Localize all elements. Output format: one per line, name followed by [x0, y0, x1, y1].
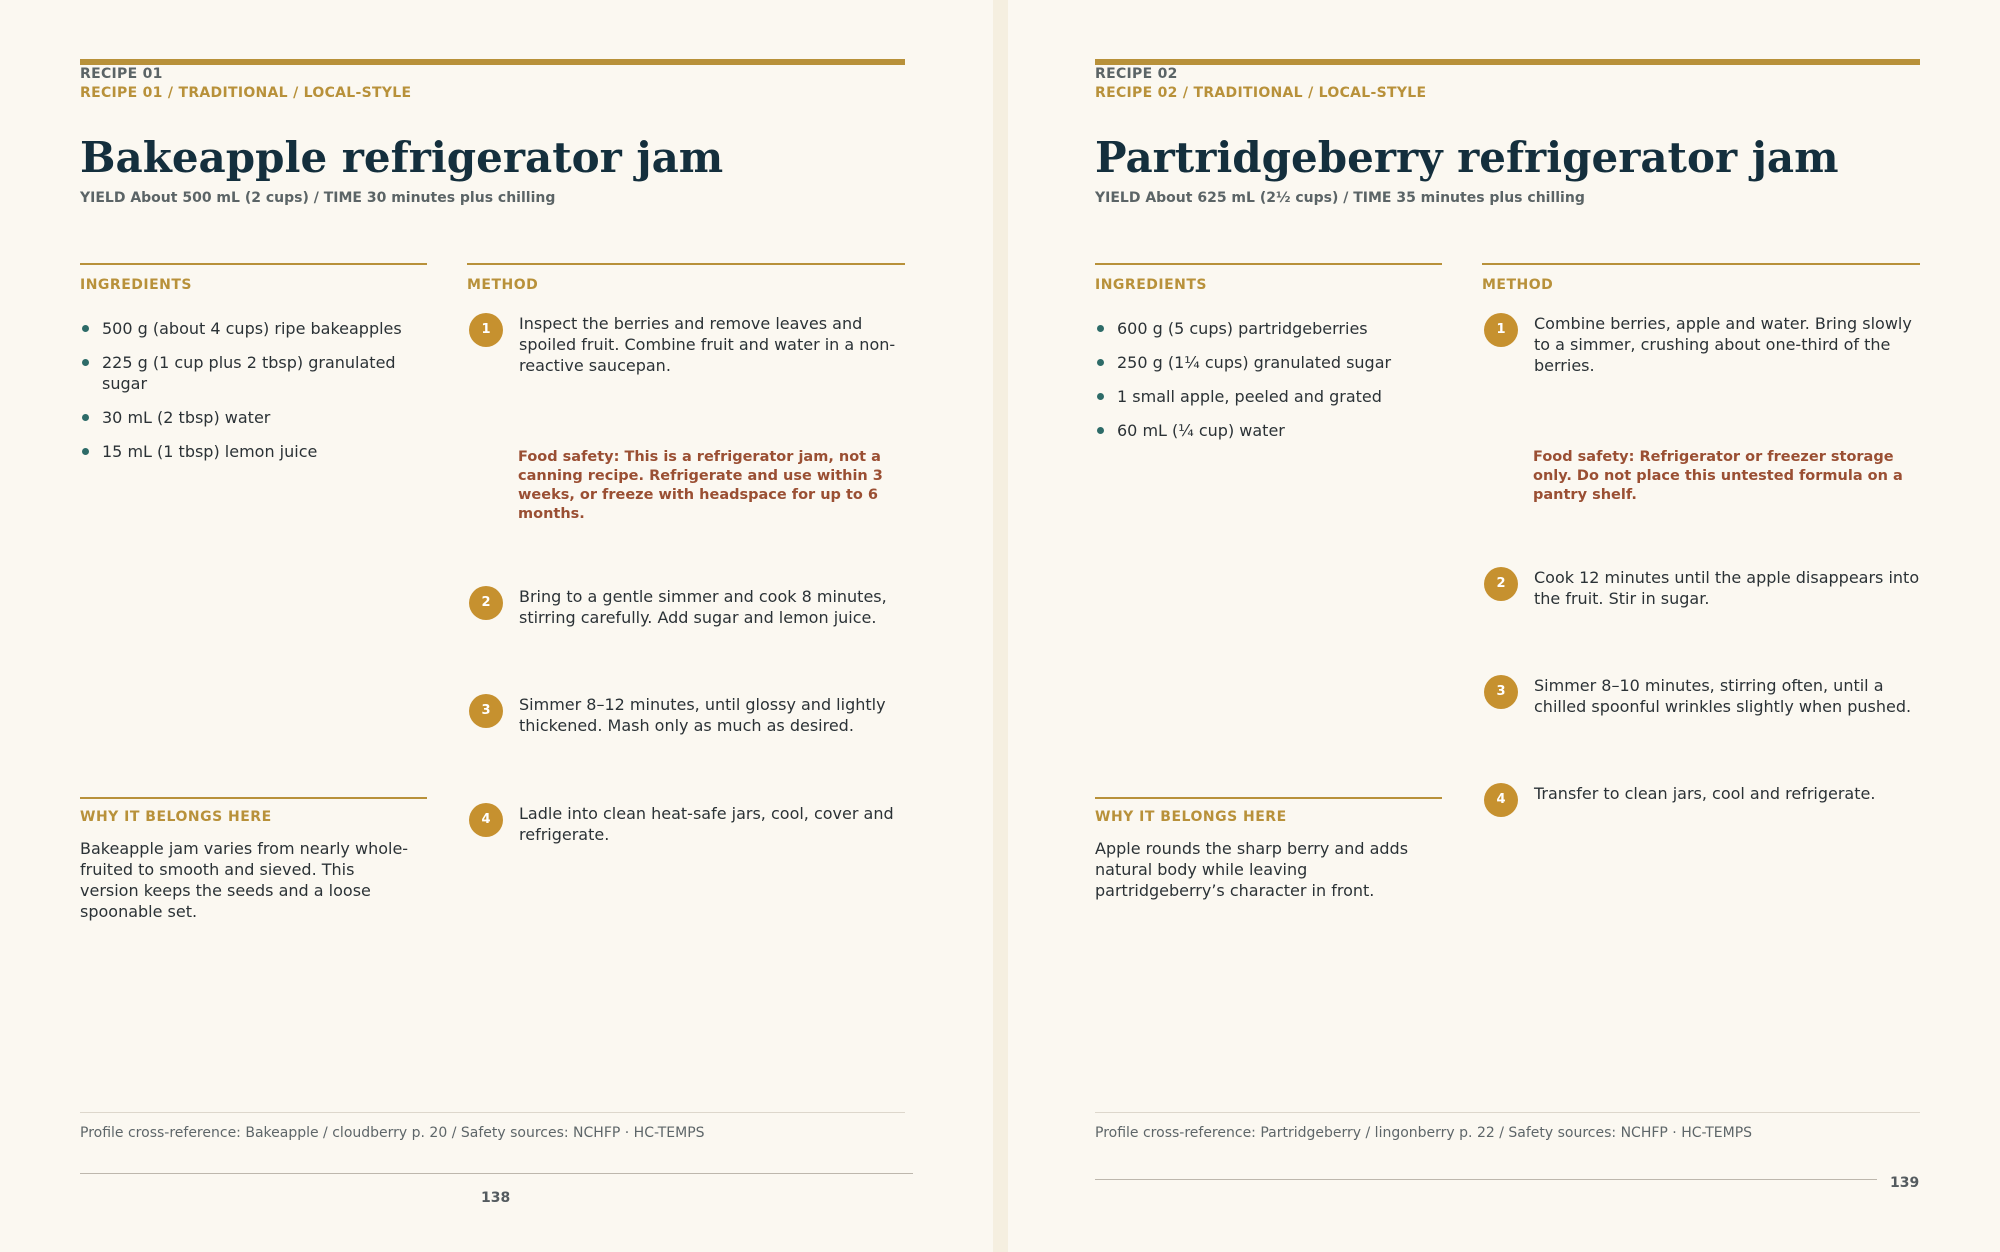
ingredients-rule	[80, 263, 427, 265]
why-heading: WHY IT BELONGS HERE	[1095, 809, 1287, 825]
recipe-series-label: RECIPE 01 / TRADITIONAL / LOCAL-STYLE	[80, 85, 412, 101]
bullet-icon	[82, 448, 89, 455]
method-rule	[1482, 263, 1920, 265]
food-safety-note: Food safety: Refrigerator or freezer storage only. Do not place this untested formula on a pantry shelf.	[1533, 449, 1903, 503]
step-number-badge: 4	[1484, 783, 1518, 817]
step-text: Combine berries, apple and water. Bring slowly to a simmer, crushing about one-third of the berries.	[1534, 314, 1912, 375]
bullet-icon	[1097, 393, 1104, 400]
ingredient-item: 250 g (1¼ cups) granulated sugar	[1095, 352, 1440, 373]
bullet-icon	[82, 325, 89, 332]
recipe-yield: YIELD About 625 mL (2½ cups) / TIME 35 minutes plus chilling	[1095, 190, 1585, 206]
page-number: 139	[1890, 1175, 1920, 1191]
method-heading: METHOD	[1482, 277, 1554, 293]
bullet-icon	[1097, 427, 1104, 434]
recipe-kicker: RECIPE 01	[80, 66, 163, 82]
bullet-icon	[1097, 359, 1104, 366]
footer-rule	[80, 1173, 913, 1174]
step-text: Transfer to clean jars, cool and refrigerate.	[1534, 784, 1876, 803]
ingredients-heading: INGREDIENTS	[1095, 277, 1208, 293]
footer-rule	[1095, 1179, 1877, 1180]
food-safety-note: Food safety: This is a refrigerator jam, not a canning recipe. Refrigerate and use within 3 weeks, or freeze with headspace for up to 6 months.	[518, 449, 883, 522]
method-rule	[467, 263, 905, 265]
step-number-badge: 4	[469, 803, 503, 837]
left-page	[0, 0, 993, 1252]
ingredients-rule	[1095, 263, 1442, 265]
step-number-badge: 1	[469, 313, 503, 347]
why-text: Bakeapple jam varies from nearly whole-fruited to smooth and sieved. This version keeps the seeds and a loose spoonable set.	[80, 839, 409, 921]
step-number-badge: 2	[1484, 567, 1518, 601]
why-heading: WHY IT BELONGS HERE	[80, 809, 272, 825]
why-text: Apple rounds the sharp berry and adds natural body while leaving partridgeberry’s character in front.	[1095, 839, 1409, 900]
step-text: Simmer 8–10 minutes, stirring often, until a chilled spoonful wrinkles slightly when pushed.	[1534, 676, 1912, 716]
step-text: Ladle into clean heat-safe jars, cool, cover and refrigerate.	[519, 804, 894, 844]
xref-rule	[80, 1112, 905, 1113]
recipe-title: Partridgeberry refrigerator jam	[1095, 133, 1839, 182]
step-text: Inspect the berries and remove leaves and spoiled fruit. Combine fruit and water in a non-reactive saucepan.	[519, 314, 896, 375]
ingredient-item: 500 g (about 4 cups) ripe bakeapples	[80, 318, 425, 339]
step-number-badge: 2	[469, 586, 503, 620]
ingredients-list	[80, 318, 425, 475]
ingredient-item: 225 g (1 cup plus 2 tbsp) granulated sugar	[80, 352, 425, 394]
step-text: Bring to a gentle simmer and cook 8 minutes, stirring carefully. Add sugar and lemon juice.	[519, 587, 887, 627]
recipe-kicker: RECIPE 02	[1095, 66, 1178, 82]
bullet-icon	[1097, 325, 1104, 332]
cross-reference: Profile cross-reference: Partridgeberry / lingonberry p. 22 / Safety sources: NCHFP · HC-TEMPS	[1095, 1125, 1753, 1141]
header-accent-bar	[1095, 59, 1920, 65]
recipe-title: Bakeapple refrigerator jam	[80, 133, 724, 182]
step-number-badge: 1	[1484, 313, 1518, 347]
ingredient-item: 600 g (5 cups) partridgeberries	[1095, 318, 1440, 339]
why-rule	[80, 797, 427, 799]
why-rule	[1095, 797, 1442, 799]
step-number-badge: 3	[1484, 675, 1518, 709]
right-page	[1008, 0, 2000, 1252]
page-number: 138	[481, 1190, 511, 1206]
recipe-series-label: RECIPE 02 / TRADITIONAL / LOCAL-STYLE	[1095, 85, 1427, 101]
step-text: Simmer 8–12 minutes, until glossy and lightly thickened. Mash only as much as desired.	[519, 695, 886, 735]
cross-reference: Profile cross-reference: Bakeapple / cloudberry p. 20 / Safety sources: NCHFP · HC-TEMPS	[80, 1125, 705, 1141]
ingredient-item: 30 mL (2 tbsp) water	[80, 407, 425, 428]
recipe-yield: YIELD About 500 mL (2 cups) / TIME 30 minutes plus chilling	[80, 190, 556, 206]
ingredients-list	[1095, 318, 1440, 454]
ingredient-item: 15 mL (1 tbsp) lemon juice	[80, 441, 425, 462]
header-accent-bar	[80, 59, 905, 65]
method-heading: METHOD	[467, 277, 539, 293]
xref-rule	[1095, 1112, 1920, 1113]
bullet-icon	[82, 359, 89, 366]
ingredients-heading: INGREDIENTS	[80, 277, 193, 293]
ingredient-item: 60 mL (¼ cup) water	[1095, 420, 1440, 441]
bullet-icon	[82, 414, 89, 421]
step-number-badge: 3	[469, 694, 503, 728]
ingredient-item: 1 small apple, peeled and grated	[1095, 386, 1440, 407]
step-text: Cook 12 minutes until the apple disappears into the fruit. Stir in sugar.	[1534, 568, 1920, 608]
